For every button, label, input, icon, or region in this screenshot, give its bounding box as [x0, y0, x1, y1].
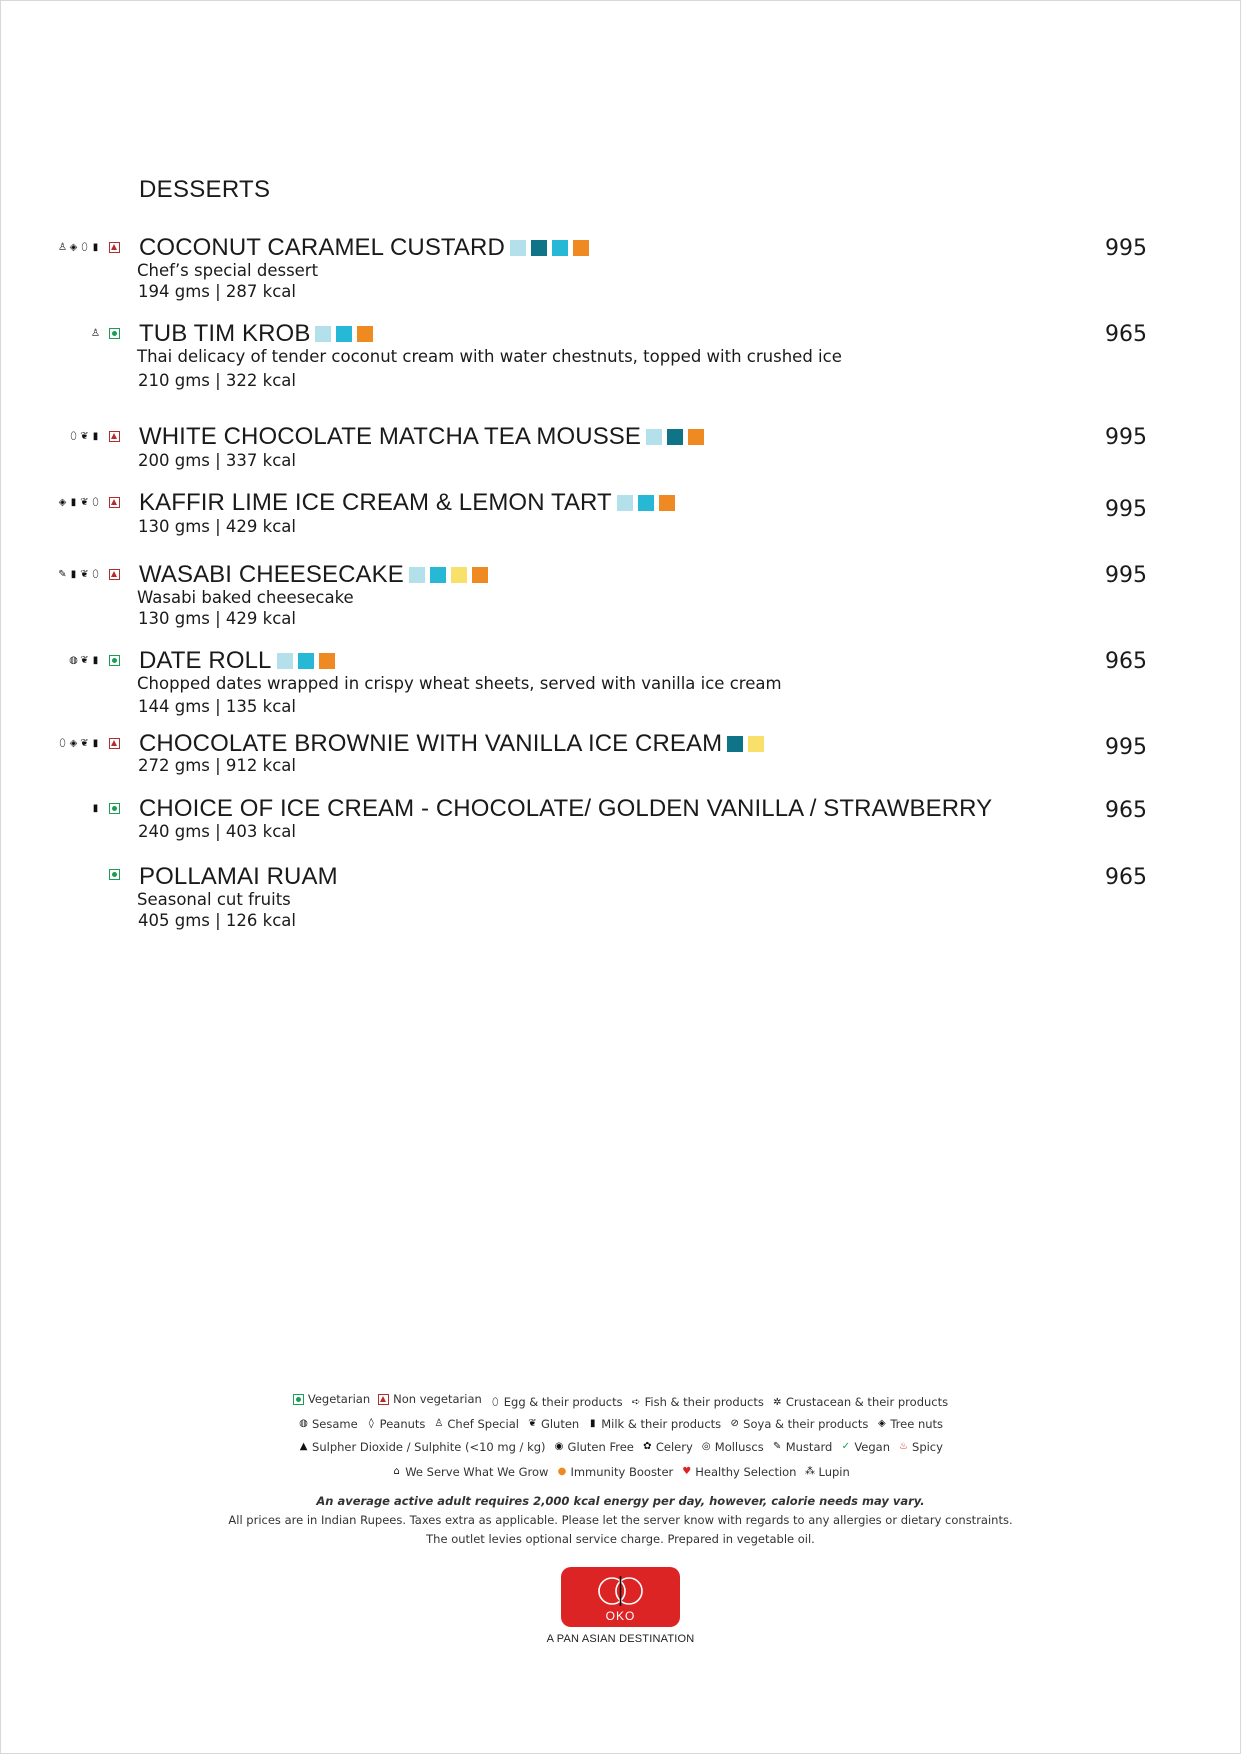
logo-text: OKO: [605, 1609, 636, 1623]
item-name: WHITE CHOCOLATE MATCHA TEA MOUSSE: [139, 423, 642, 450]
item-badges: [90, 801, 120, 815]
milk-icon: ▮: [70, 496, 77, 508]
color-square-yellow: [451, 567, 467, 583]
milk-icon: ▮: [589, 1418, 596, 1429]
healthy-selection-icon: ♥: [682, 1466, 692, 1477]
item-name-row: [139, 795, 992, 823]
item-name-row: [139, 234, 589, 262]
veg-mark-icon: [293, 1394, 304, 1405]
gluten-icon: ❦: [80, 496, 89, 508]
non-veg-mark-icon: [109, 738, 120, 749]
item-price: 995: [1105, 236, 1147, 261]
milk-icon: ▮: [92, 802, 99, 814]
milk-icon: ▮: [70, 568, 77, 580]
chef-special-icon: ♙: [91, 327, 100, 339]
legend-row1: [0, 1392, 1241, 1409]
we-grow-icon: ⌂: [393, 1466, 400, 1477]
chef-special-icon: ♙: [58, 241, 67, 253]
item-name: COCONUT CARAMEL CUSTARD: [139, 234, 505, 261]
legend-label: Vegetarian: [307, 1392, 371, 1406]
color-square-orange: [659, 495, 675, 511]
legend-entry: [876, 1417, 943, 1431]
item-price: 965: [1105, 798, 1147, 823]
item-name: CHOICE OF ICE CREAM - CHOCOLATE/ GOLDEN VANILLA / STRAWBERRY: [139, 795, 993, 822]
non-veg-mark-icon: [109, 569, 120, 580]
legend-label: Tree nuts: [890, 1416, 944, 1431]
item-badges: [57, 495, 120, 509]
item-name: WASABI CHEESECAKE: [139, 561, 404, 588]
color-square-light-blue: [617, 495, 633, 511]
item-weight-kcal: 130 gms | 429 kcal: [138, 517, 296, 536]
item-description: Chef’s special dessert: [137, 261, 319, 280]
legend-entry: [681, 1465, 796, 1479]
legend-label: Immunity Booster: [570, 1464, 674, 1479]
oko-logo: [561, 1567, 680, 1627]
legend-label: Vegan: [854, 1439, 891, 1454]
color-square-orange: [573, 240, 589, 256]
item-price: 965: [1105, 649, 1147, 674]
logo-rings-icon: [591, 1573, 651, 1609]
tagline: A PAN ASIAN DESTINATION: [546, 1633, 695, 1645]
item-name: DATE ROLL: [139, 647, 272, 674]
tree-nuts-icon: ◈: [69, 241, 78, 253]
legend-entry: [898, 1440, 943, 1454]
color-square-orange: [319, 653, 335, 669]
legend-entry: [527, 1417, 579, 1431]
item-weight-kcal: 130 gms | 429 kcal: [138, 609, 296, 628]
veg-mark-icon: [109, 328, 120, 339]
legend-entry: [378, 1392, 482, 1406]
legend-label: Spicy: [912, 1439, 943, 1454]
legend-label: Sesame: [311, 1416, 358, 1431]
soya-icon: ⊘: [730, 1418, 739, 1429]
sulphite-icon: ▲: [299, 1441, 308, 1452]
legend-label: Chef Special: [447, 1416, 519, 1431]
legend-row4: [0, 1463, 1241, 1479]
egg-icon: ⬯: [70, 430, 77, 442]
legend-entry: [298, 1417, 358, 1431]
legend-entry: [554, 1440, 634, 1454]
item-price: 995: [1105, 563, 1147, 588]
sesame-icon: ◍: [69, 654, 78, 666]
item-description: Seasonal cut fruits: [137, 890, 291, 909]
legend-label: Sulpher Dioxide / Sulphite (<10 mg / kg): [312, 1439, 546, 1454]
color-square-orange: [357, 326, 373, 342]
tree-nuts-icon: ◈: [58, 496, 67, 508]
item-badges: [68, 653, 120, 667]
egg-icon: ⬯: [492, 1396, 499, 1408]
veg-mark-icon: [109, 655, 120, 666]
color-square-cyan: [552, 240, 568, 256]
legend-label: Lupin: [818, 1464, 850, 1479]
item-name-row: [139, 647, 335, 675]
milk-icon: ▮: [92, 430, 99, 442]
color-square-orange: [688, 429, 704, 445]
gluten-icon: ❦: [528, 1418, 537, 1429]
legend-entry: [433, 1417, 519, 1431]
gluten-free-icon: ◉: [554, 1441, 564, 1452]
legend-row3: [0, 1438, 1241, 1454]
legend-label: Healthy Selection: [695, 1464, 797, 1479]
color-square-teal: [531, 240, 547, 256]
gluten-icon: ❦: [80, 568, 89, 580]
milk-icon: ▮: [92, 654, 99, 666]
item-price: 995: [1105, 425, 1147, 450]
legend-entry: [556, 1465, 673, 1479]
item-weight-kcal: 272 gms | 912 kcal: [138, 756, 296, 775]
non-veg-mark-icon: [109, 431, 120, 442]
legend-label: Egg & their products: [503, 1395, 623, 1409]
item-weight-kcal: 200 gms | 337 kcal: [138, 451, 296, 470]
item-name-row: [139, 320, 373, 348]
color-square-cyan: [298, 653, 314, 669]
prices-note: All prices are in Indian Rupees. Taxes extra as applicable. Please let the server know with regards to any allergies or dietary constraints.: [228, 1513, 1013, 1527]
color-square-yellow: [748, 736, 764, 752]
item-badges: [90, 326, 120, 340]
legend-entry: [642, 1440, 693, 1454]
legend-entry: [772, 1440, 833, 1454]
vegan-icon: ✓: [841, 1441, 851, 1452]
energy-note: An average active adult requires 2,000 kcal energy per day, however, calorie needs may vary.: [316, 1494, 925, 1508]
color-square-light-blue: [315, 326, 331, 342]
legend-entry: [729, 1417, 868, 1431]
legend-entry: [701, 1440, 764, 1454]
legend-label: Crustacean & their products: [785, 1395, 949, 1409]
item-weight-kcal: 405 gms | 126 kcal: [138, 911, 296, 930]
item-weight-kcal: 240 gms | 403 kcal: [138, 822, 296, 841]
egg-icon: ⬯: [92, 568, 99, 580]
legend-label: Peanuts: [379, 1416, 426, 1431]
item-description: Wasabi baked cheesecake: [137, 588, 354, 607]
legend-entry: [366, 1417, 426, 1431]
item-weight-kcal: 194 gms | 287 kcal: [138, 282, 296, 301]
item-name-row: [139, 561, 488, 589]
chef-special-icon: ♙: [434, 1418, 444, 1429]
lupin-icon: ⁂: [804, 1466, 815, 1477]
item-price: 995: [1105, 497, 1147, 522]
legend-label: Gluten Free: [567, 1439, 634, 1454]
legend-label: Non vegetarian: [393, 1392, 482, 1406]
item-weight-kcal: 144 gms | 135 kcal: [138, 697, 296, 716]
color-square-light-blue: [646, 429, 662, 445]
legend-entry: [490, 1395, 623, 1409]
legend-entry: [631, 1395, 764, 1409]
crustacean-icon: ✲: [773, 1396, 782, 1408]
egg-icon: ⬯: [92, 496, 99, 508]
mustard-icon: ✎: [773, 1441, 782, 1452]
item-name: CHOCOLATE BROWNIE WITH VANILLA ICE CREAM: [139, 730, 723, 757]
fish-icon: ➪: [631, 1396, 641, 1408]
item-description: Chopped dates wrapped in crispy wheat sheets, served with vanilla ice cream: [137, 674, 782, 693]
milk-icon: ▮: [92, 241, 99, 253]
color-square-cyan: [638, 495, 654, 511]
non-veg-mark-icon: [109, 497, 120, 508]
legend-label: Milk & their products: [601, 1416, 722, 1431]
celery-icon: ✿: [643, 1441, 652, 1452]
item-badges: [101, 869, 120, 880]
legend-label: We Serve What We Grow: [405, 1464, 549, 1479]
non-veg-mark-icon: [109, 242, 120, 253]
item-name-row: [139, 489, 675, 517]
color-square-orange: [472, 567, 488, 583]
gluten-icon: ❦: [80, 737, 89, 749]
legend-label: Celery: [655, 1439, 693, 1454]
legend-entry: [840, 1440, 890, 1454]
legend-entry: [298, 1440, 545, 1454]
item-badges: [57, 567, 120, 581]
legend-entry: [804, 1465, 849, 1479]
legend-entry: [587, 1417, 721, 1431]
item-name-row: [139, 863, 338, 891]
immunity-booster-icon: ●: [557, 1466, 567, 1477]
veg-mark-icon: [109, 803, 120, 814]
legend-label: Mustard: [785, 1439, 833, 1454]
color-square-teal: [727, 736, 743, 752]
item-badges: [68, 429, 120, 443]
section-title: DESSERTS: [139, 176, 271, 203]
gluten-icon: ❦: [80, 654, 89, 666]
item-name-row: [139, 730, 764, 758]
egg-icon: ⬯: [59, 737, 66, 749]
item-price: 965: [1105, 865, 1147, 890]
egg-icon: ⬯: [81, 241, 88, 253]
spicy-icon: ♨: [899, 1441, 908, 1452]
color-square-cyan: [336, 326, 352, 342]
tree-nuts-icon: ◈: [69, 737, 78, 749]
peanuts-icon: ◊: [368, 1418, 374, 1429]
item-description: Thai delicacy of tender coconut cream with water chestnuts, topped with crushed ice: [137, 347, 842, 366]
item-name: POLLAMAI RUAM: [139, 863, 338, 890]
service-note: The outlet levies optional service charge. Prepared in vegetable oil.: [426, 1532, 815, 1546]
legend-entry: [293, 1392, 370, 1406]
legend-row2: [0, 1415, 1241, 1431]
legend-label: Soya & their products: [743, 1416, 869, 1431]
molluscs-icon: ◎: [701, 1441, 711, 1452]
item-weight-kcal: 210 gms | 322 kcal: [138, 371, 296, 390]
color-square-light-blue: [277, 653, 293, 669]
non-veg-mark-icon: [378, 1394, 389, 1405]
color-square-light-blue: [409, 567, 425, 583]
mustard-icon: ✎: [58, 568, 67, 580]
legend-entry: [772, 1395, 948, 1409]
color-square-cyan: [430, 567, 446, 583]
item-name: TUB TIM KROB: [139, 320, 311, 347]
gluten-icon: ❦: [80, 430, 89, 442]
color-square-teal: [667, 429, 683, 445]
item-price: 995: [1105, 735, 1147, 760]
legend-label: Fish & their products: [644, 1395, 764, 1409]
milk-icon: ▮: [92, 737, 99, 749]
legend-entry: [391, 1465, 548, 1479]
legend-label: Molluscs: [714, 1439, 764, 1454]
veg-mark-icon: [109, 869, 120, 880]
tree-nuts-icon: ◈: [877, 1418, 886, 1429]
item-badges: [57, 240, 120, 254]
sesame-icon: ◍: [299, 1418, 308, 1429]
item-price: 965: [1105, 322, 1147, 347]
item-name-row: [139, 423, 704, 451]
item-name: KAFFIR LIME ICE CREAM & LEMON TART: [139, 489, 612, 516]
legend-label: Gluten: [540, 1416, 580, 1431]
item-badges: [57, 736, 120, 750]
color-square-light-blue: [510, 240, 526, 256]
